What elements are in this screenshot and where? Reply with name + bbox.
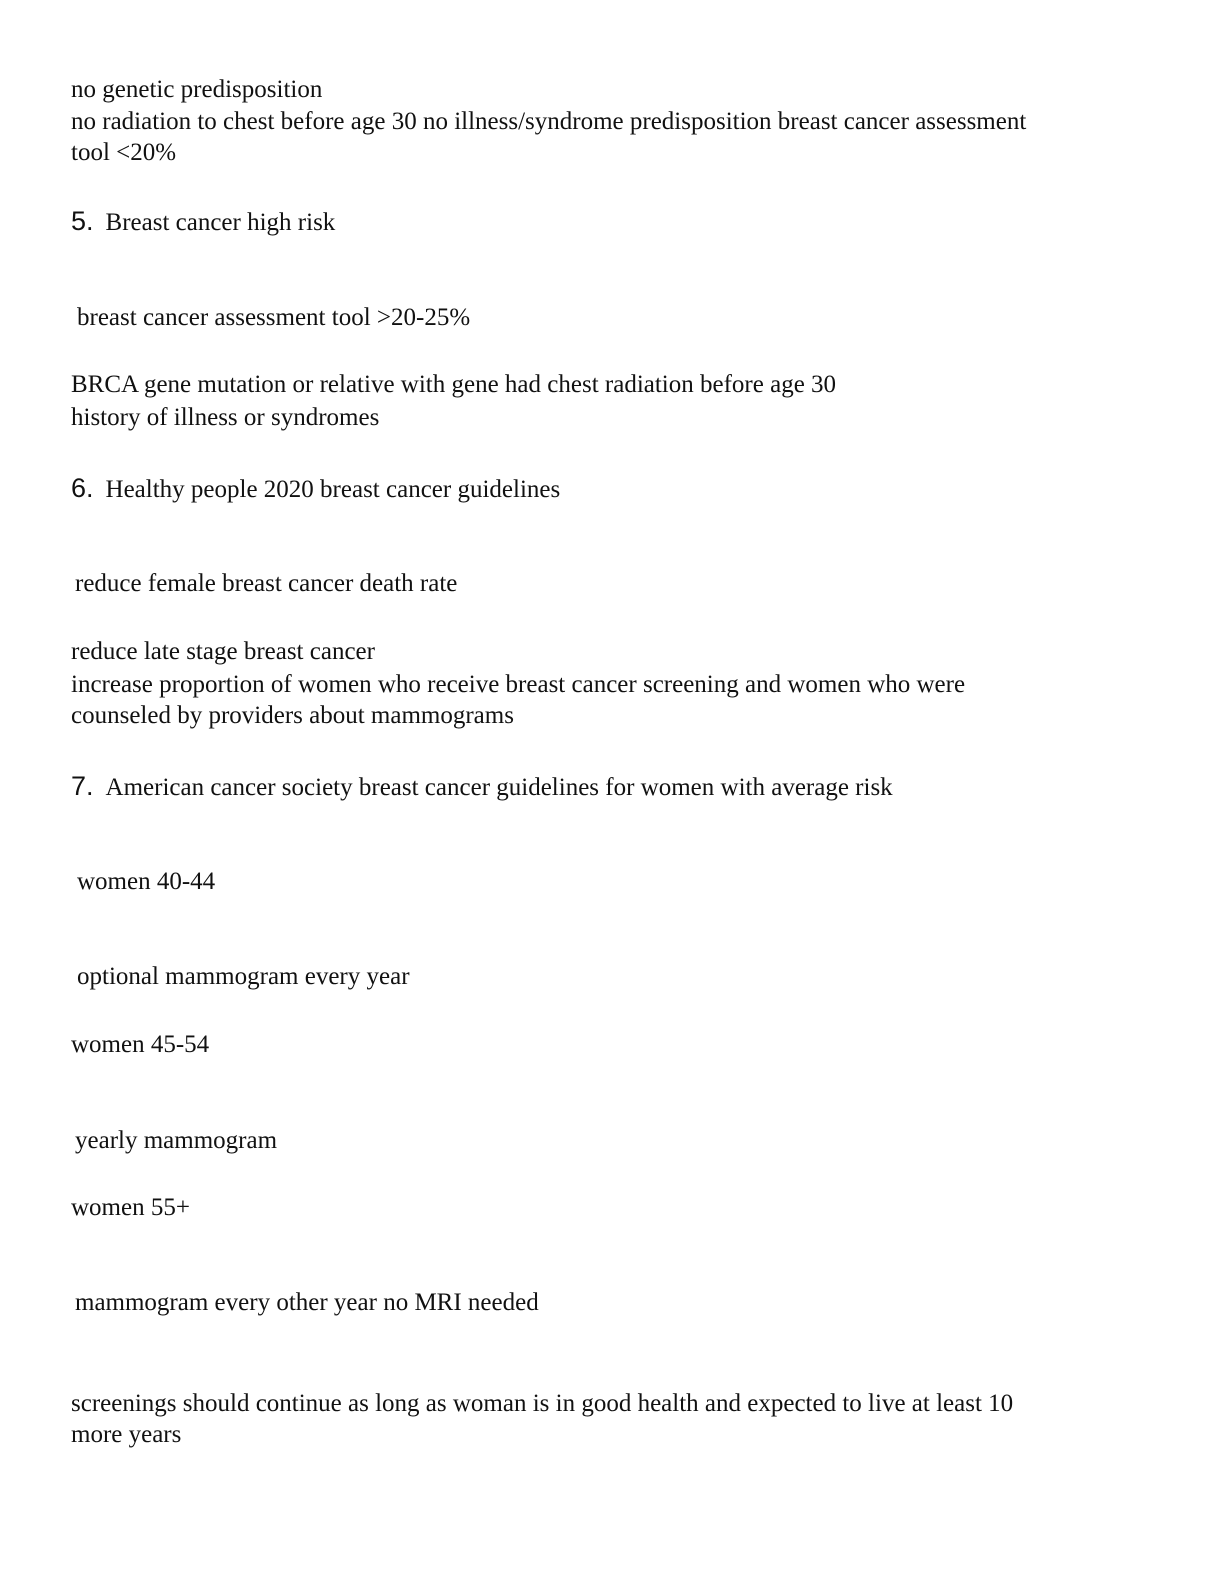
question-5-detail-2: history of illness or syndromes — [71, 404, 380, 431]
question-6-detail-1: reduce late stage breast cancer — [71, 638, 375, 665]
question-6-detail-3: counseled by providers about mammograms — [71, 702, 514, 729]
top-line-3: tool <20% — [71, 139, 177, 166]
question-5 — [71, 205, 335, 239]
top-line-1: no genetic predisposition — [71, 76, 323, 103]
group-40-44-rule: optional mammogram every year — [77, 963, 410, 990]
question-6-answer: reduce female breast cancer death rate — [75, 570, 458, 597]
question-5-answer: breast cancer assessment tool >20-25% — [77, 304, 471, 331]
question-7 — [71, 770, 893, 804]
question-6-detail-2: increase proportion of women who receive breast cancer screening and women who were — [71, 671, 966, 698]
group-45-54-label: women 45-54 — [71, 1031, 210, 1058]
question-5-number: 5. — [71, 206, 94, 236]
top-line-2: no radiation to chest before age 30 no illness/syndrome predisposition breast cancer assessment — [71, 108, 1027, 135]
group-55-plus-label: women 55+ — [71, 1194, 190, 1221]
question-5-detail-1: BRCA gene mutation or relative with gene had chest radiation before age 30 — [71, 371, 837, 398]
question-7-number: 7. — [71, 771, 94, 801]
closing-line-1: screenings should continue as long as woman is in good health and expected to live at least 10 — [71, 1390, 1014, 1417]
closing-line-2: more years — [71, 1421, 182, 1448]
group-40-44-label: women 40-44 — [77, 868, 216, 895]
question-6 — [71, 472, 560, 506]
group-45-54-rule: yearly mammogram — [75, 1127, 278, 1154]
question-5-text: Breast cancer high risk — [105, 209, 336, 236]
question-6-number: 6. — [71, 473, 94, 503]
question-6-text: Healthy people 2020 breast cancer guidelines — [105, 476, 561, 503]
group-55-plus-rule: mammogram every other year no MRI needed — [75, 1289, 539, 1316]
question-7-text: American cancer society breast cancer guidelines for women with average risk — [105, 774, 893, 801]
